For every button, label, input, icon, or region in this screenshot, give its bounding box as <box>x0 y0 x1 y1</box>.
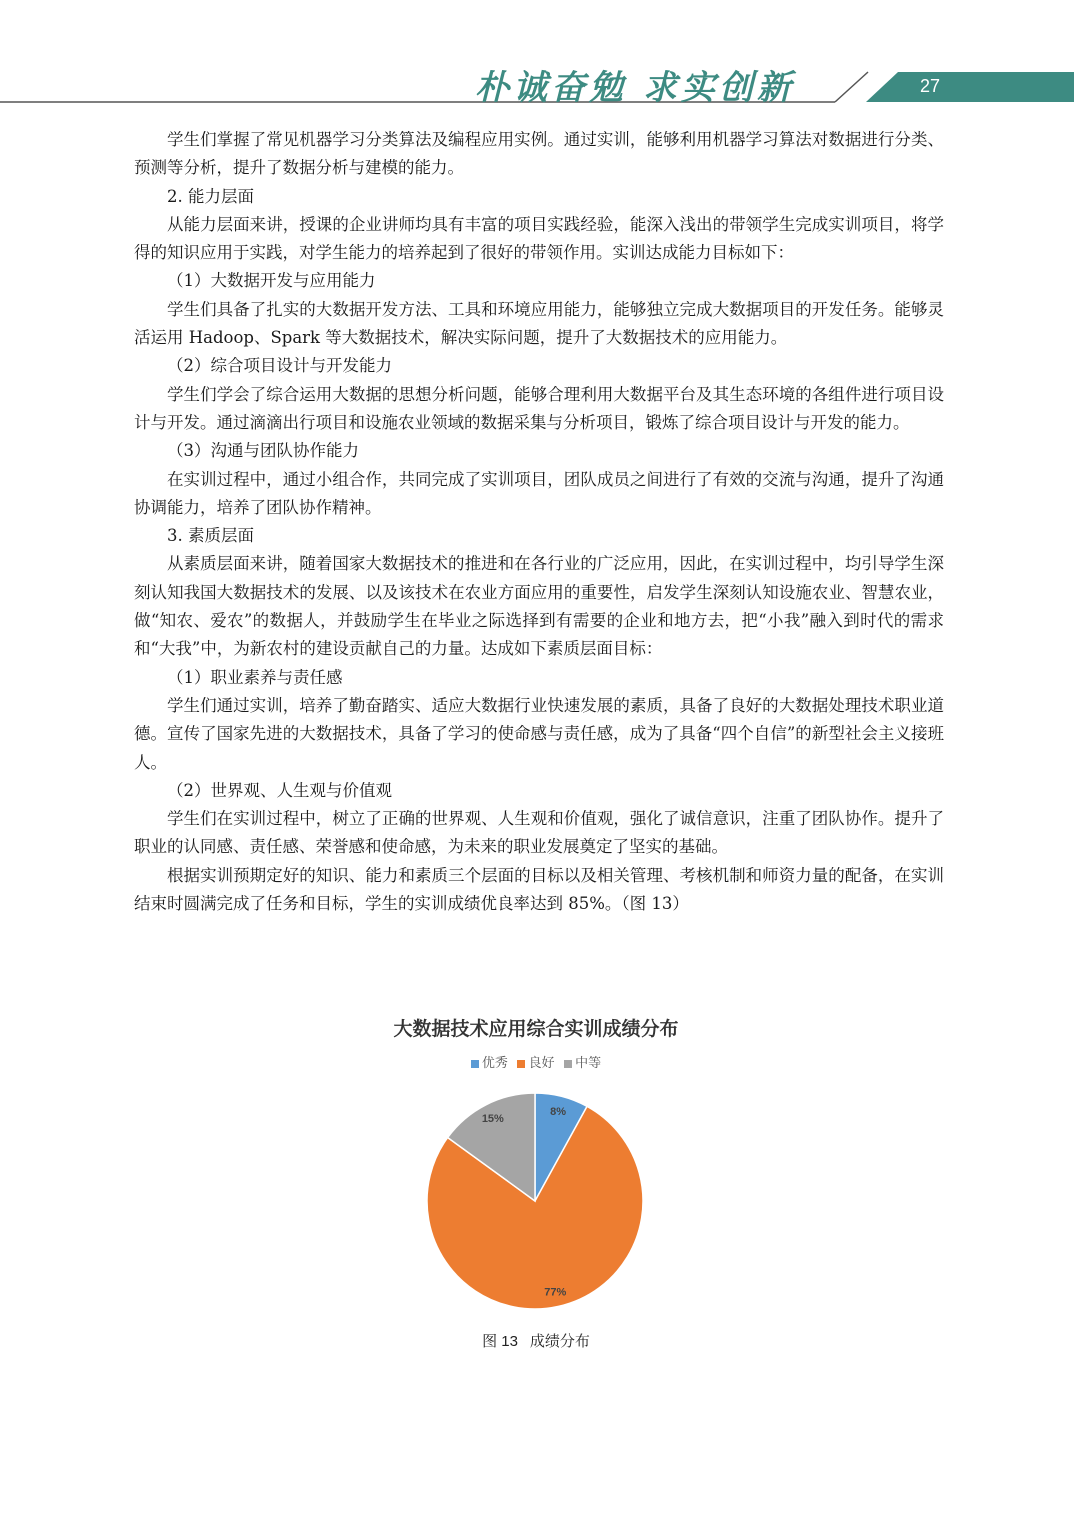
subsection-heading: （1）大数据开发与应用能力 <box>167 271 376 291</box>
figure-caption-text: 成绩分布 <box>529 1333 590 1350</box>
paragraph: 根据实训预期定好的知识、能力和素质三个层面的目标以及相关管理、考核机制和师资力量的配备，在实训结束时圆满完成了任务和目标，学生的实训成绩优良率达到 85%。（图 13） <box>134 865 944 914</box>
legend-label: 良好 <box>528 1055 555 1070</box>
page-number: 27 <box>919 76 941 96</box>
page-body <box>134 126 944 918</box>
subsection-heading: （2）世界观、人生观与价值观 <box>167 780 392 800</box>
pie-data-label: 15% <box>481 1113 504 1126</box>
paragraph: 学生们通过实训，培养了勤奋踏实、适应大数据行业快速发展的素质，具备了良好的大数据处理技术职业道德。宣传了国家先进的大数据技术，具备了学习的使命感与责任感，成为了具备“四个自信”的新型社会主义接班人。 <box>134 695 944 772</box>
subsection-heading: （2）综合项目设计与开发能力 <box>167 356 392 376</box>
pie-data-label: 8% <box>550 1106 567 1119</box>
figure-number: 图 13 <box>482 1333 518 1350</box>
legend-label: 中等 <box>575 1055 602 1070</box>
pie-data-label: 77% <box>544 1286 567 1299</box>
score-pie-chart <box>330 1010 742 1330</box>
page-number-tab <box>866 72 1074 102</box>
legend-label: 优秀 <box>481 1055 508 1070</box>
paragraph: 学生们具备了扎实的大数据开发方法、工具和环境应用能力，能够独立完成大数据项目的开发任务。能够灵活运用 Hadoop、Spark 等大数据技术，解决实际问题，提升了大数据技术的应用能力。 <box>134 299 944 348</box>
subsection-heading: （1）职业素养与责任感 <box>167 667 343 687</box>
header-slash <box>835 72 868 102</box>
paragraph: 学生们学会了综合运用大数据的思想分析问题，能够合理利用大数据平台及其生态环境的各组件进行项目设计与开发。通过滴滴出行项目和设施农业领域的数据采集与分析项目，锻炼了综合项目设计与开发的能力。 <box>134 384 944 432</box>
paragraph: 在实训过程中，通过小组合作，共同完成了实训项目，团队成员之间进行了有效的交流与沟通，提升了沟通协调能力，培养了团队协作精神。 <box>134 469 944 517</box>
paragraph: 从素质层面来讲，随着国家大数据技术的推进和在各行业的广泛应用，因此，在实训过程中，均引导学生深刻认知我国大数据技术的发展、以及该技术在农业方面应用的重要性，启发学生深刻认知设施农业、智慧农业，做“知农、爱农”的数据人，并鼓励学生在毕业之际选择到有需要的企业和地方去，把“小我”融入到时代的需求和“大我”中，为新农村的建设贡献自己的力量。达成如下素质层面目标： <box>134 554 944 659</box>
section-heading: 3. 素质层面 <box>167 526 254 546</box>
subsection-heading: （3）沟通与团队协作能力 <box>167 441 359 461</box>
chart-title: 大数据技术应用综合实训成绩分布 <box>393 1018 679 1040</box>
paragraph: 学生们掌握了常见机器学习分类算法及编程应用实例。通过实训，能够利用机器学习算法对数据进行分类、预测等分析，提升了数据分析与建模的能力。 <box>134 130 944 178</box>
page-header <box>0 0 1074 110</box>
paragraph: 从能力层面来讲，授课的企业讲师均具有丰富的项目实践经验，能深入浅出的带领学生完成实训项目，将学得的知识应用于实践，对学生能力的培养起到了很好的带领作用。实训达成能力目标如下： <box>134 214 944 263</box>
header-motto: 朴诚奋勉 求实创新 <box>475 68 795 108</box>
section-heading: 2. 能力层面 <box>167 186 254 206</box>
pie-plot <box>330 1010 742 1330</box>
paragraph: 学生们在实训过程中，树立了正确的世界观、人生观和价值观，强化了诚信意识，注重了团队协作。提升了职业的认同感、责任感、荣誉感和使命感，为未来的职业发展奠定了坚实的基础。 <box>134 809 944 857</box>
figure-caption <box>330 1330 742 1351</box>
